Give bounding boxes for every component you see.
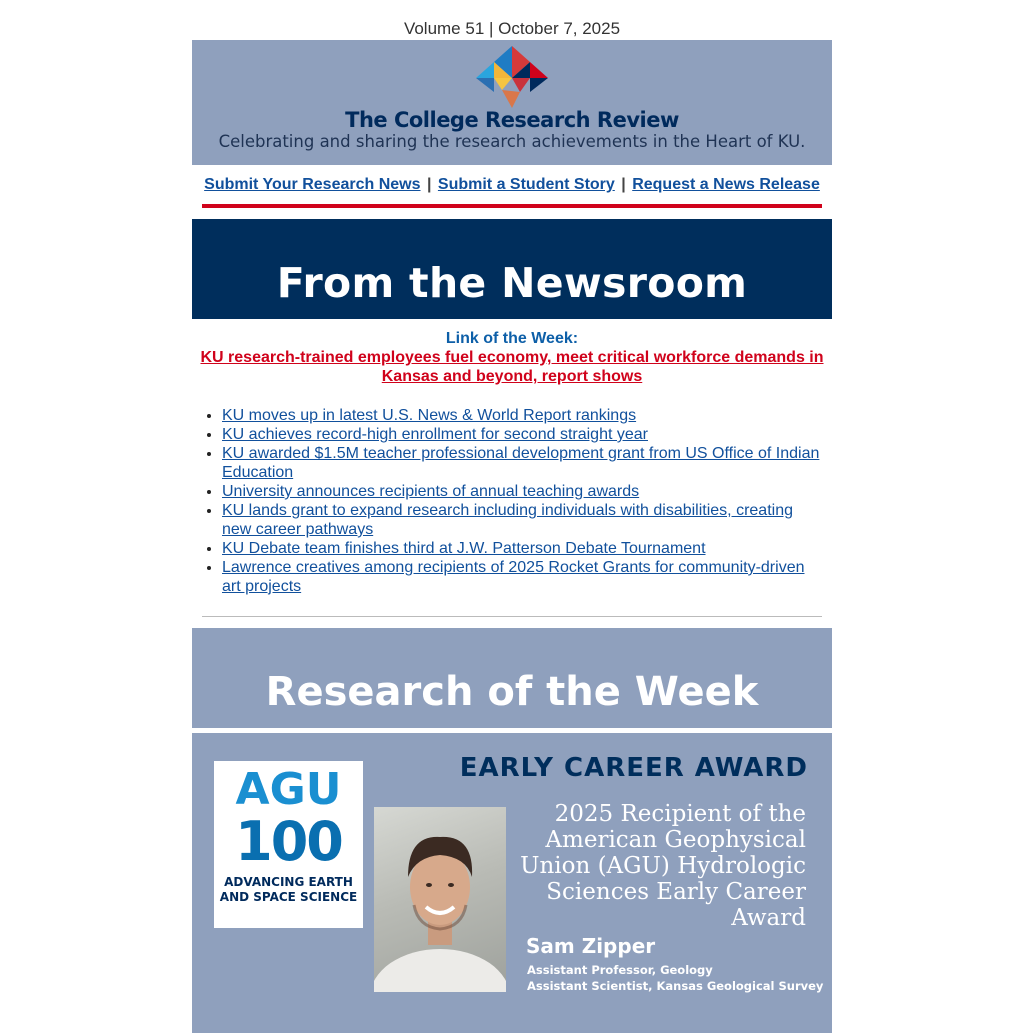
link-of-week-label: Link of the Week: — [445, 330, 579, 347]
list-item — [222, 539, 826, 558]
recipient-title: Assistant Professor, Geology — [527, 963, 713, 977]
research-of-week-heading: Research of the Week — [192, 628, 832, 728]
list-item — [222, 482, 826, 501]
submit-student-story-link[interactable]: Submit a Student Story — [437, 176, 615, 193]
news-link[interactable]: KU moves up in latest U.S. News & World Report rankings — [222, 407, 637, 424]
submit-research-news-link[interactable]: Submit Your Research News — [204, 176, 421, 193]
list-item — [222, 444, 826, 482]
news-link[interactable]: KU awarded $1.5M teacher professional development grant from US Office of Indian Education — [222, 445, 820, 481]
award-heading: EARLY CAREER AWARD — [459, 753, 808, 783]
news-link[interactable]: University announces recipients of annual teaching awards — [222, 483, 640, 500]
newsletter-title: The College Research Review — [345, 108, 679, 132]
recipient-photo — [374, 807, 506, 992]
news-link[interactable]: KU achieves record-high enrollment for second straight year — [222, 426, 648, 443]
request-news-release-link[interactable]: Request a News Release — [632, 176, 820, 193]
list-item — [222, 501, 826, 539]
news-list — [192, 406, 832, 596]
list-item — [222, 406, 826, 425]
volume-line: Volume 51 | October 7, 2025 — [403, 19, 621, 38]
link-separator: | — [426, 176, 432, 193]
link-of-week-link[interactable]: KU research-trained employees fuel economy, meet critical workforce demands in Kansas and beyond, report shows — [200, 349, 824, 385]
agu-logo-text: AGU — [235, 764, 342, 815]
news-link[interactable]: KU lands grant to expand research including individuals with disabilities, creating new career pathways — [222, 502, 793, 538]
news-link[interactable]: KU Debate team finishes third at J.W. Patterson Debate Tournament — [222, 540, 706, 557]
news-link[interactable]: Lawrence creatives among recipients of 2025 Rocket Grants for community-driven art projects — [222, 559, 805, 595]
college-logo-icon — [474, 46, 550, 110]
agu-logo-number: 100 — [235, 810, 342, 873]
newsletter-subtitle: Celebrating and sharing the research achievements in the Heart of KU. — [218, 132, 806, 151]
recipient-title: Assistant Scientist, Kansas Geological Survey — [527, 979, 824, 993]
person-portrait-icon — [374, 807, 506, 992]
newsletter — [192, 0, 832, 1033]
top-links-bar — [192, 165, 832, 204]
recipient-name: Sam Zipper — [526, 934, 656, 958]
newsroom-heading: From the Newsroom — [192, 219, 832, 319]
list-item — [222, 425, 826, 444]
award-feature[interactable] — [192, 733, 832, 1033]
section-divider — [202, 616, 822, 617]
agu-logo-tagline-1: ADVANCING EARTH — [224, 875, 353, 889]
red-divider — [202, 204, 822, 208]
agu-logo-tagline-2: AND SPACE SCIENCE — [219, 890, 358, 904]
award-description: 2025 Recipient of the American Geophysical Union (AGU) Hydrologic Sciences Early Career Award — [520, 801, 806, 931]
link-separator: | — [621, 176, 626, 193]
masthead — [192, 40, 832, 165]
list-item — [222, 558, 826, 596]
link-of-the-week — [192, 319, 832, 386]
agu-logo — [214, 761, 363, 928]
